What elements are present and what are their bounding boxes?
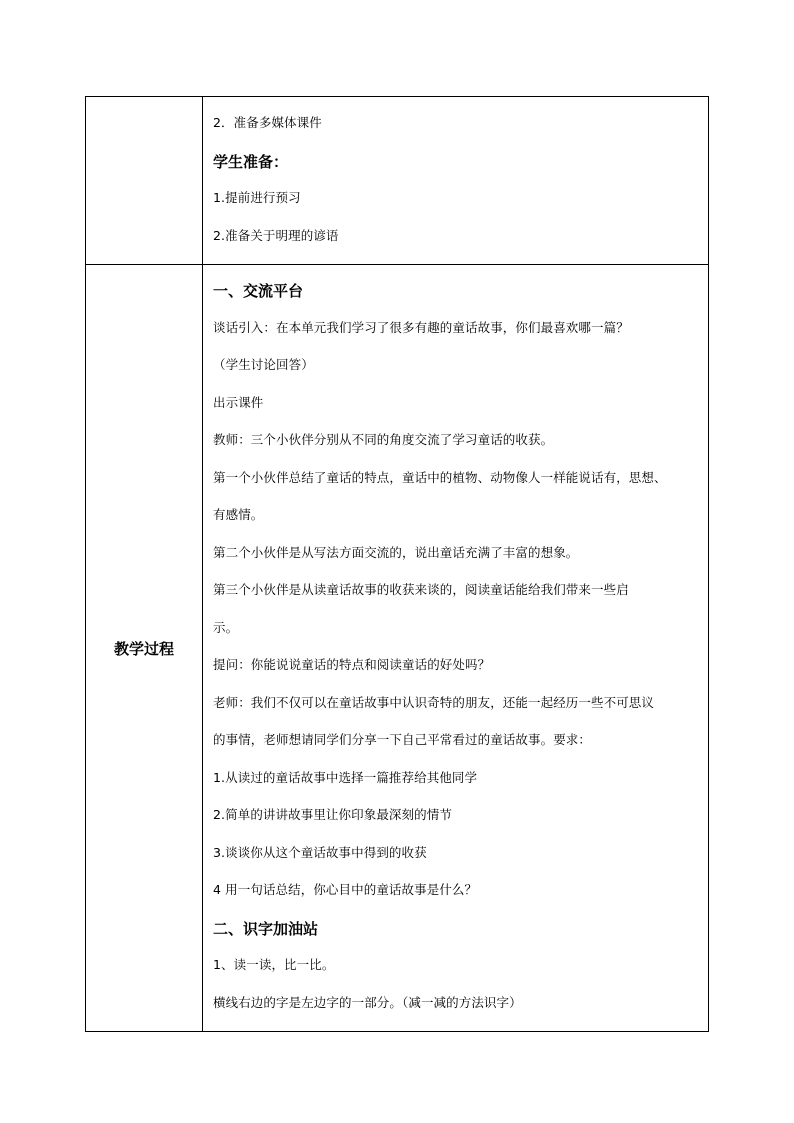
read-compare-line: 1、读一读，比一比。 xyxy=(213,957,335,972)
question-line: 提问：你能说说童话的特点和阅读童话的好处吗？ xyxy=(213,657,491,672)
intro-paragraph: 谈话引入：在本单元我们学习了很多有趣的童话故事，你们最喜欢哪一篇？ xyxy=(213,319,629,335)
discussion-note: （学生讨论回答） xyxy=(213,357,314,372)
requirement-2: 2.简单的讲讲故事里让你印象最深刻的情节 xyxy=(213,807,452,822)
student-prep-item-2: 2.准备关于明理的谚语 xyxy=(213,227,339,243)
prep-item-2: 2．准备多媒体课件 xyxy=(213,115,322,130)
preparation-row xyxy=(86,97,709,265)
student-prep-item-1: 1.提前进行预习 xyxy=(213,190,301,205)
requirement-1: 1.从读过的童话故事中选择一篇推荐给其他同学 xyxy=(213,769,478,785)
teacher-remark-2-line-1: 老师：我们不仅可以在童话故事中认识奇特的朋友，还能一起经历一些不可思议 xyxy=(213,694,655,710)
third-partner-line-2: 示。 xyxy=(213,619,239,635)
preparation-label-cell xyxy=(86,97,203,265)
teaching-process-label: 教学过程 xyxy=(86,265,203,1032)
student-prep-heading: 学生准备： xyxy=(213,152,289,171)
section-2-heading: 二、识字加油站 xyxy=(213,919,319,938)
teaching-process-content-cell xyxy=(203,265,709,1032)
requirement-4: 4 用一句话总结，你心目中的童话故事是什么？ xyxy=(213,882,478,897)
first-partner-line-1: 第一个小伙伴总结了童话的特点，童话中的植物、动物像人一样能说话有，思想、 xyxy=(213,469,667,485)
show-courseware: 出示课件 xyxy=(213,394,264,410)
section-1-heading: 一、交流平台 xyxy=(213,282,304,300)
requirement-3: 3.谈谈你从这个童话故事中得到的收获 xyxy=(213,844,427,860)
preparation-content-cell xyxy=(203,97,709,265)
horizontal-line-note: 横线右边的字是左边字的一部分。（减一减的方法识字） xyxy=(213,994,522,1010)
teacher-remark-2-line-2: 的事情，老师想请同学们分享一下自己平常看过的童话故事。要求： xyxy=(213,732,592,747)
third-partner-line-1: 第三个小伙伴是从读童话故事的收获来谈的，阅读童话能给我们带来一些启 xyxy=(213,582,629,597)
teaching-process-row xyxy=(86,265,709,1032)
second-partner-line: 第二个小伙伴是从写法方面交流的，说出童话充满了丰富的想象。 xyxy=(213,544,579,560)
teacher-remark-1: 教师：三个小伙伴分别从不同的角度交流了学习童话的收获。 xyxy=(213,432,554,447)
lesson-plan-table xyxy=(85,96,709,1032)
first-partner-line-2: 有感情。 xyxy=(213,507,264,522)
